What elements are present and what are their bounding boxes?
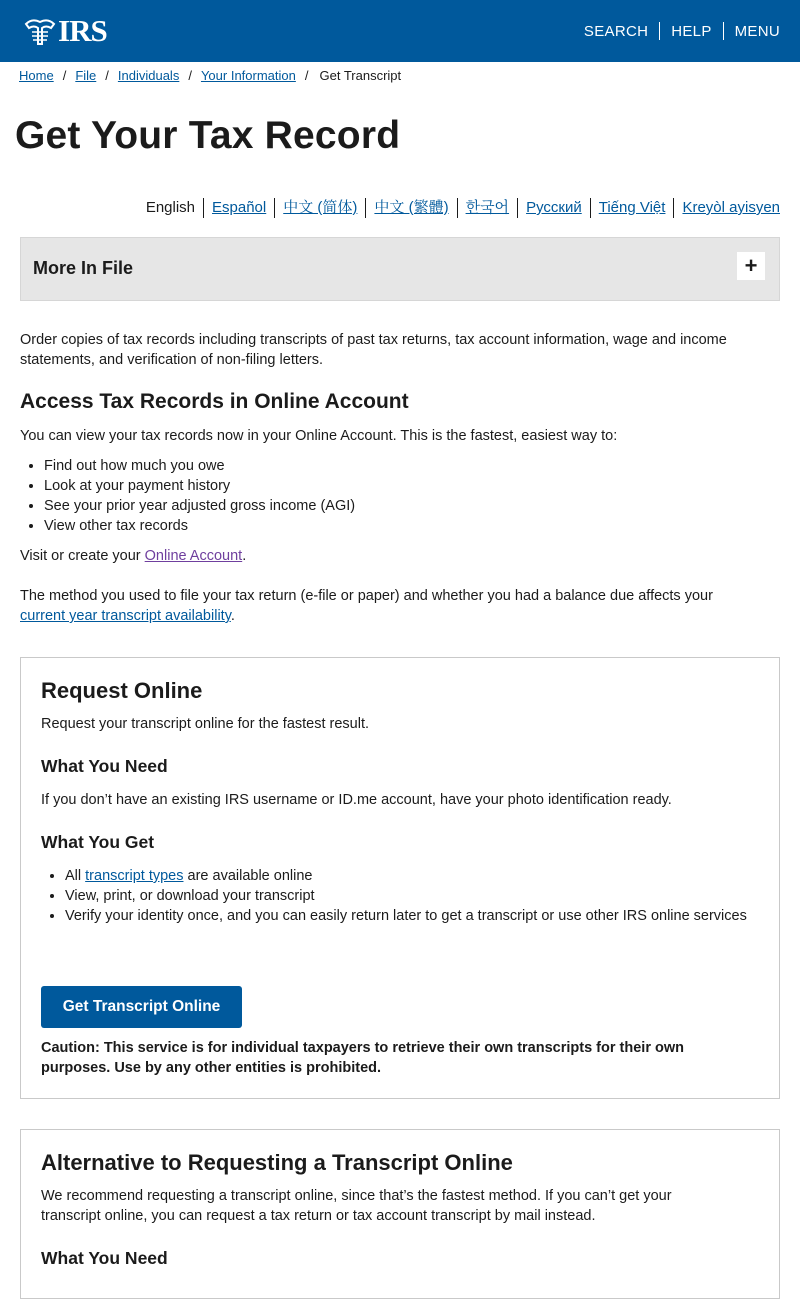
what-you-get-heading: What You Get [41,832,155,852]
nav-search[interactable]: SEARCH [583,22,649,40]
alternative-heading: Alternative to Requesting a Transcript Online [41,1150,513,1175]
b1-suffix: are available online [183,868,313,884]
breadcrumb [19,68,401,83]
breadcrumb-separator: / [105,68,109,83]
what-you-get-list [41,866,755,926]
nav-help[interactable]: HELP [671,22,712,40]
top-nav [573,22,780,40]
visit-online-account-text [20,546,246,566]
method-suffix: . [230,608,235,624]
language-vietnamese[interactable]: Tiếng Việt [590,198,674,218]
expand-plus-icon[interactable]: + [737,252,765,280]
intro-text: Order copies of tax records including transcripts of past tax returns, tax account information, wage and income statements, and verification of non-filing letters. [20,332,727,368]
breadcrumb-separator: / [188,68,192,83]
list-item: • View other tax records [44,516,355,536]
caution-text: Caution: This service is for individual taxpayers to retrieve their own transcripts for their own purposes. Use by any other entities is prohibited. [41,1040,684,1076]
site-header [0,0,800,62]
online-account-heading: Access Tax Records in Online Account [20,390,409,413]
online-account-link[interactable]: Online Account [144,548,243,564]
more-in-file-panel[interactable] [20,237,780,301]
transcript-availability-text [20,586,720,626]
alternative-lead: We recommend requesting a transcript online, since that’s the fastest method. If you can’t get your transcript online, you can request a tax return or tax account transcript by mail instead. [41,1188,672,1224]
visit-suffix: . [242,548,247,564]
page-title: Get Your Tax Record [15,114,401,157]
list-item [65,866,755,886]
what-you-need-text: If you don’t have an existing IRS username or ID.me account, have your photo identification ready. [41,792,672,808]
language-korean[interactable]: 한국어 [457,198,517,218]
request-online-lead: Request your transcript online for the fastest result. [41,716,370,732]
language-spanish[interactable]: Español [203,198,274,218]
breadcrumb-your-information[interactable]: Your Information [200,68,296,83]
alternative-what-you-need-heading: What You Need [41,1248,168,1268]
b1-prefix: All [65,868,86,884]
nav-menu[interactable]: MENU [734,22,780,40]
list-item: • Verify your identity once, and you can easily return later to get a transcript or use other IRS online services [65,906,755,926]
language-chinese-traditional[interactable]: 中文 (繁體) [365,198,456,218]
online-account-list [20,456,355,536]
request-online-heading: Request Online [41,678,203,703]
list-item: • Look at your payment history [44,476,355,496]
language-haitian-creole[interactable]: Kreyòl ayisyen [673,198,780,218]
breadcrumb-separator: / [304,68,309,83]
method-text: The method you used to file your tax return (e-file or paper) and whether you had a balance due affects your [20,588,713,604]
breadcrumb-separator: / [62,68,67,83]
language-current: English [145,199,196,216]
online-account-lead: You can view your tax records now in your Online Account. This is the fastest, easiest way to: [20,428,618,444]
breadcrumb-home[interactable]: Home [19,68,54,83]
alternative-card [20,1129,780,1299]
get-transcript-online-button[interactable]: Get Transcript Online [41,986,242,1028]
language-russian[interactable]: Русский [517,198,590,218]
eagle-logo-icon [24,16,56,46]
transcript-availability-link[interactable]: current year transcript availability [20,608,231,624]
breadcrumb-file[interactable]: File [75,68,97,83]
list-item: • View, print, or download your transcript [65,886,755,906]
language-switcher [138,198,780,218]
more-in-file-title: More In File [33,258,134,278]
list-item: • See your prior year adjusted gross income (AGI) [44,496,355,516]
transcript-types-link[interactable]: transcript types [85,868,184,884]
breadcrumb-current: Get Transcript [319,68,402,83]
breadcrumb-individuals[interactable]: Individuals [117,68,180,83]
logo-text: IRS [58,13,107,48]
list-item: • Find out how much you owe [44,456,355,476]
what-you-need-heading: What You Need [41,756,168,776]
visit-prefix: Visit or create your [20,548,145,564]
irs-logo[interactable] [24,13,107,49]
request-online-card [20,657,780,1099]
language-chinese-simplified[interactable]: 中文 (简体) [274,198,365,218]
